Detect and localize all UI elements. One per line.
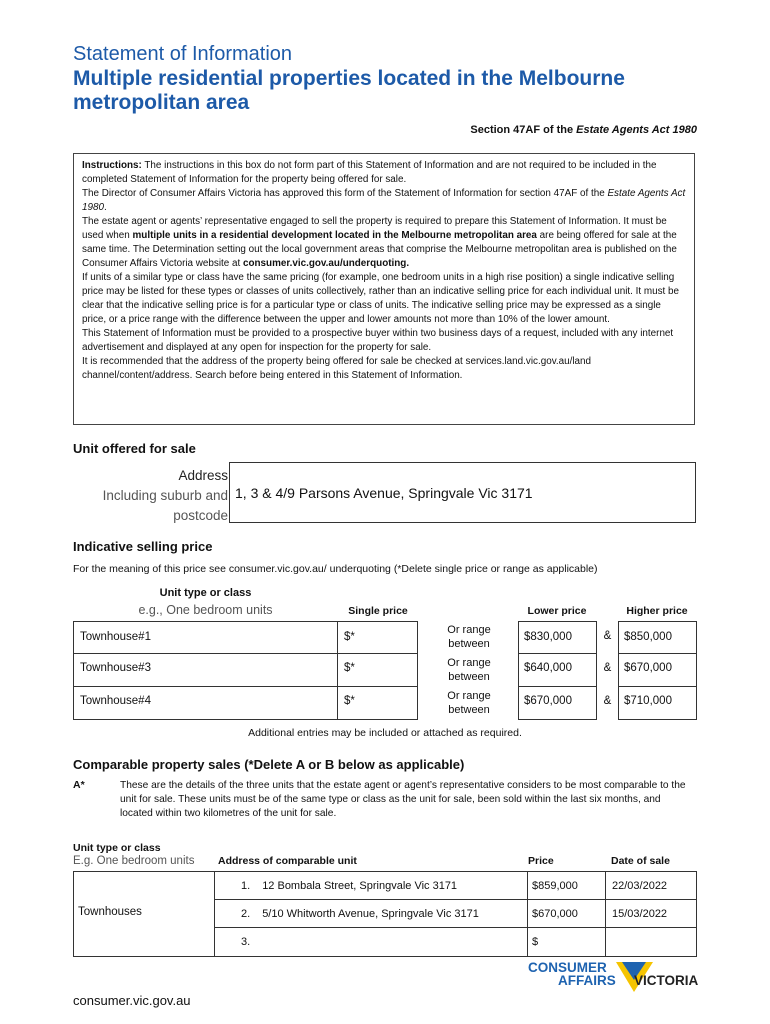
- lower-price-cell[interactable]: $830,000: [518, 621, 597, 654]
- instructions-p2-act: Estate Agents Act 1980: [82, 188, 686, 213]
- comp-price-cell[interactable]: $670,000: [527, 899, 606, 928]
- or-range-label: [425, 623, 513, 651]
- footer-url[interactable]: consumer.vic.gov.au: [73, 993, 191, 1008]
- comp-unit-type-header: Unit type or class: [73, 842, 161, 854]
- comp-row-number: 3.: [241, 936, 251, 948]
- ampersand: &: [603, 695, 612, 707]
- option-a-label: A*: [73, 779, 85, 791]
- instructions-p3-b: are being offered for sale at the same time. The Determination setting out the local government areas that comprise the Melbourne metropolitan area is published on the Consumer Affairs Victoria website at: [82, 230, 677, 269]
- table-row: [73, 687, 697, 720]
- comp-address-cell[interactable]: [214, 899, 528, 928]
- comp-row-number: 1.: [241, 880, 251, 892]
- unit-offered-heading: Unit offered for sale: [73, 441, 196, 456]
- instructions-p6: It is recommended that the address of the property being offered for sale be checked at services.land.vic.gov.au/land channel/content/address. Search before being entered in this Statement of Information.: [82, 356, 592, 381]
- section-act: Estate Agents Act 1980: [576, 124, 697, 136]
- higher-price-cell[interactable]: $670,000: [618, 654, 697, 687]
- instructions-p2-end: .: [103, 202, 107, 213]
- instructions-p1: [82, 159, 686, 187]
- consumer-affairs-victoria-logo: [528, 958, 700, 1004]
- option-a-text: These are the details of the three units that the estate agent or agent’s representative considers to be most comparable to the unit for sale. These units must be of the same type or class as the unit for sale, been sold within the last six months, and located within two kilometres of the unit for sale.: [120, 780, 686, 819]
- instructions-p4: If units of a similar type or class have the same pricing (for example, one bedroom units in a high rise position) a single indicative selling price may be listed for these types or classes of units collectively, rather than an indicative selling price for each individual unit. It must be clear that the indicative selling price is for a particular type or class of units. The indicative selling price may be expressed as a single price, or a price range with the difference between the upper and lower amounts not more than 10% of the lower amount.: [82, 272, 679, 325]
- comp-date-cell[interactable]: [605, 927, 697, 957]
- comparable-sales-table: [73, 871, 697, 957]
- unit-type-header: Unit type or class: [159, 587, 252, 599]
- unit-cell[interactable]: Townhouse#4: [73, 687, 338, 720]
- comp-price-cell[interactable]: $859,000: [527, 871, 606, 900]
- ampersand: &: [603, 630, 612, 642]
- comp-address-cell[interactable]: [214, 927, 528, 957]
- higher-price-cell[interactable]: $850,000: [618, 621, 697, 654]
- address-label-line3: postcode: [173, 508, 228, 523]
- indicative-price-table: [73, 621, 697, 720]
- indicative-note: For the meaning of this price see consumer.vic.gov.au/ underquoting (*Delete single price or range as applicable): [73, 563, 598, 575]
- instructions-box: [73, 153, 695, 425]
- between-text: between: [448, 671, 490, 683]
- table-row: [73, 621, 697, 654]
- instructions-p3-a: The estate agent or agents’ representative engaged to sell the property is required to prepare this Statement of Information. It must be used when: [82, 216, 667, 241]
- instructions-p2-text: The Director of Consumer Affairs Victoria has approved this form of the Statement of Information for section 47AF of the: [82, 188, 608, 199]
- comp-address-header: Address of comparable unit: [218, 855, 357, 867]
- comp-unit-type-cell[interactable]: Townhouses: [73, 871, 215, 957]
- comp-address-text: 5/10 Whitworth Avenue, Springvale Vic 3171: [262, 908, 479, 920]
- address-field[interactable]: 1, 3 & 4/9 Parsons Avenue, Springvale Vic 3171: [229, 462, 696, 523]
- address-label: [73, 466, 228, 526]
- instructions-p5: This Statement of Information must be provided to a prospective buyer within two business days of a request, included with any internet advertisement and displayed at any open for inspection for the property for sale.: [82, 328, 674, 353]
- section-reference: [470, 124, 697, 136]
- comp-address-text: 12 Bombala Street, Springvale Vic 3171: [262, 880, 458, 892]
- table-row: [73, 654, 697, 687]
- instructions-label: Instructions:: [82, 160, 142, 171]
- logo-line1: CONSUMER: [528, 960, 607, 975]
- lower-price-cell[interactable]: $640,000: [518, 654, 597, 687]
- comp-unit-type-example: E.g. One bedroom units: [73, 855, 195, 867]
- single-price-header: Single price: [348, 605, 408, 617]
- comparable-sales-heading: Comparable property sales (*Delete A or B below as applicable): [73, 757, 465, 772]
- comp-row-number: 2.: [241, 908, 251, 920]
- or-range-label: [425, 656, 513, 684]
- section-prefix: Section 47AF of the: [470, 124, 577, 136]
- higher-price-cell[interactable]: $710,000: [618, 687, 697, 720]
- instructions-p2: [82, 187, 686, 215]
- single-price-cell[interactable]: $*: [337, 621, 418, 654]
- or-range-text: Or range: [447, 690, 491, 702]
- lower-price-cell[interactable]: $670,000: [518, 687, 597, 720]
- underquoting-link[interactable]: consumer.vic.gov.au/underquoting.: [243, 258, 410, 269]
- ampersand: &: [603, 662, 612, 674]
- lower-price-header: Lower price: [527, 605, 587, 617]
- between-text: between: [448, 638, 490, 650]
- address-label-line1: Address: [178, 468, 228, 483]
- single-price-cell[interactable]: $*: [337, 654, 418, 687]
- between-text: between: [448, 704, 490, 716]
- single-price-cell[interactable]: $*: [337, 687, 418, 720]
- comp-address-cell[interactable]: [214, 871, 528, 900]
- indicative-price-heading: Indicative selling price: [73, 539, 213, 554]
- comp-price-cell[interactable]: $: [527, 927, 606, 957]
- or-range-text: Or range: [447, 657, 491, 669]
- comp-price-header: Price: [528, 855, 554, 867]
- unit-cell[interactable]: Townhouse#3: [73, 654, 338, 687]
- or-range-label: [425, 689, 513, 717]
- comp-date-cell[interactable]: 22/03/2022: [605, 871, 697, 900]
- instructions-p3: [82, 215, 686, 271]
- or-range-text: Or range: [447, 624, 491, 636]
- unit-cell[interactable]: Townhouse#1: [73, 621, 338, 654]
- instructions-p1-text: The instructions in this box do not form part of this Statement of Information and are not required to be included in the completed Statement of Information for the property being offered for sale.: [82, 160, 657, 185]
- comp-date-cell[interactable]: 15/03/2022: [605, 899, 697, 928]
- unit-type-example: e.g., One bedroom units: [138, 603, 273, 617]
- logo-line2: AFFAIRS: [558, 973, 616, 988]
- address-label-line2: Including suburb and: [102, 488, 228, 503]
- instructions-p3-bold1: multiple units in a residential development located in the Melbourne metropolitan area: [132, 230, 537, 241]
- additional-entries-note: Additional entries may be included or attached as required.: [248, 727, 522, 739]
- comp-date-header: Date of sale: [611, 855, 670, 867]
- page-title: Multiple residential properties located in the Melbourne metropolitan area: [73, 67, 625, 114]
- form-kicker: Statement of Information: [73, 43, 293, 65]
- logo-victoria: VICTORIA: [634, 973, 699, 988]
- higher-price-header: Higher price: [626, 605, 688, 617]
